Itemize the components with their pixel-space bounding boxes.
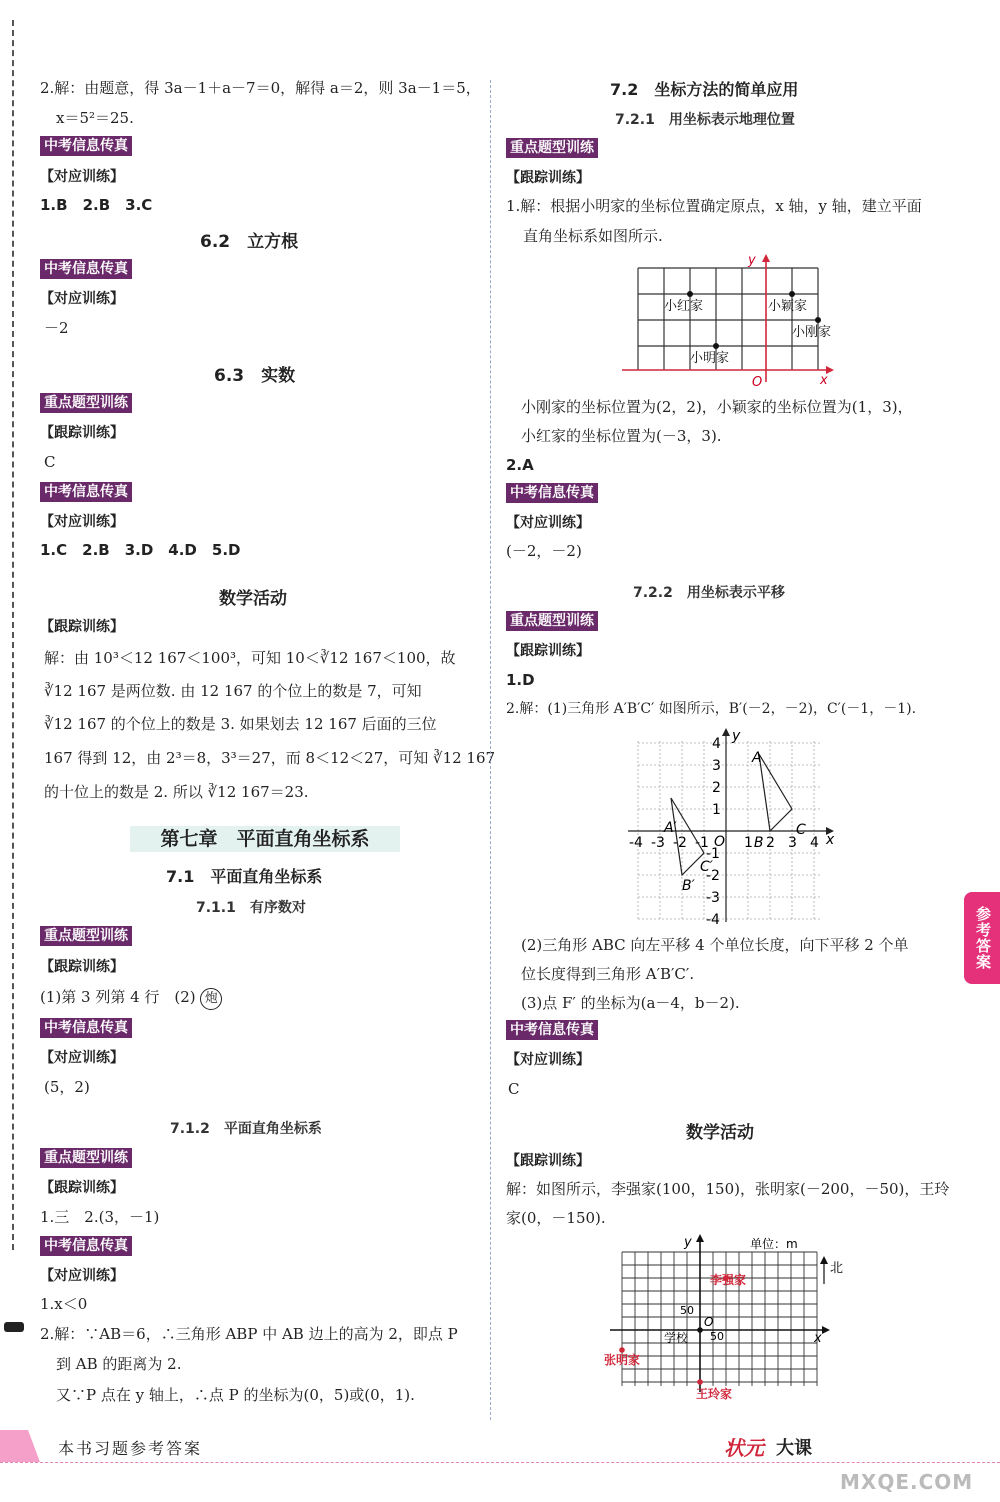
bracket-tag: 【跟踪训练】 bbox=[40, 619, 124, 635]
footer-rule bbox=[0, 1462, 1000, 1463]
bracket-tag: 【跟踪训练】 bbox=[506, 170, 590, 186]
subsection-title: 7.2.2 用坐标表示平移 bbox=[633, 585, 785, 601]
answer-line: 的十位上的数是 2. 所以 ∛12 167＝23. bbox=[44, 783, 309, 801]
answer-line: －2 bbox=[44, 319, 69, 337]
answer-line: 167 得到 12，由 2³＝8，3³＝27，而 8＜12＜27，可知 ∛12 167 bbox=[44, 749, 496, 767]
x-axis-label: x bbox=[814, 1331, 822, 1346]
section-tag: 中考信息传真 bbox=[506, 483, 598, 503]
section-title: 数学活动 bbox=[219, 589, 287, 609]
map-grid-figure bbox=[600, 1232, 860, 1414]
answer-line: 家(0，－150). bbox=[506, 1209, 606, 1227]
x-tick-label: -2 bbox=[673, 835, 687, 851]
subsection-title: 7.2.1 用坐标表示地理位置 bbox=[615, 112, 795, 128]
answer-line: (2)三角形 ABC 向左平移 4 个单位长度，向下平移 2 个单 bbox=[521, 936, 909, 954]
label-a-prime: A′ bbox=[664, 820, 677, 836]
bracket-tag: 【对应训练】 bbox=[40, 1268, 124, 1284]
answer-line: 解：如图所示，李强家(100，150)，张明家(－200，－50)，王玲 bbox=[506, 1180, 950, 1198]
unit-label: 单位：m bbox=[750, 1237, 798, 1251]
section-title: 6.2 立方根 bbox=[200, 232, 299, 252]
bracket-tag: 【对应训练】 bbox=[40, 514, 124, 530]
answer-line: 小红家的坐标位置为(－3，3). bbox=[521, 427, 722, 445]
answer-line: 1.x＜0 bbox=[40, 1295, 88, 1313]
section-tag: 重点题型训练 bbox=[506, 138, 598, 158]
location-grid-figure bbox=[616, 252, 846, 388]
label-school: 学校 bbox=[664, 1331, 689, 1345]
x-tick-label: 2 bbox=[766, 835, 775, 851]
y-axis-label: y bbox=[732, 728, 741, 744]
chapter-title: 第七章 平面直角坐标系 bbox=[130, 826, 400, 852]
answer-line: (5，2) bbox=[44, 1078, 90, 1096]
y-tick-label: 2 bbox=[712, 780, 721, 796]
section-title: 7.2 坐标方法的简单应用 bbox=[610, 80, 799, 99]
binding-line bbox=[12, 20, 14, 1250]
footer-corner-decoration bbox=[0, 1430, 40, 1462]
point-xiaoying bbox=[789, 291, 795, 297]
section-tag: 中考信息传真 bbox=[40, 1236, 132, 1256]
y-tick-label: 3 bbox=[712, 758, 721, 774]
bracket-tag: 【对应训练】 bbox=[506, 1052, 590, 1068]
answer-text: (1)第 3 列第 4 行 (2) bbox=[40, 988, 196, 1006]
answer-line: 1.C 2.B 3.D 4.D 5.D bbox=[40, 541, 241, 559]
point-xiaohong bbox=[687, 291, 693, 297]
bracket-tag: 【对应训练】 bbox=[40, 169, 124, 185]
y-tick-label: -2 bbox=[706, 868, 720, 884]
answer-line: 1.D bbox=[506, 671, 535, 689]
y-tick-label: 1 bbox=[712, 802, 721, 818]
answer-line: ∛12 167 的个位上的数是 3. 如果划去 12 167 后面的三位 bbox=[44, 715, 437, 733]
scissor-icon bbox=[4, 1322, 24, 1332]
section-tag: 中考信息传真 bbox=[40, 482, 132, 502]
y-tick-label: -1 bbox=[706, 846, 720, 862]
point-origin bbox=[697, 1327, 703, 1333]
answer-line: C bbox=[44, 453, 56, 471]
label-zhangming: 张明家 bbox=[604, 1353, 641, 1367]
answer-line: 2.解：(1)三角形 A′B′C′ 如图所示，B′(－2，－2)，C′(－1，－1). bbox=[506, 701, 917, 717]
answer-line: (－2，－2) bbox=[506, 542, 582, 560]
watermark: MXQE.COM bbox=[840, 1470, 974, 1494]
label-xiaoying: 小颖家 bbox=[768, 299, 808, 314]
footer-title: 本书习题参考答案 bbox=[58, 1439, 203, 1458]
label-xiaoming: 小明家 bbox=[690, 351, 730, 366]
brand-logo: 状元 bbox=[724, 1436, 764, 1460]
circled-char: 炮 bbox=[200, 988, 222, 1010]
label-c-prime: C′ bbox=[700, 859, 713, 875]
y-tick-label: -3 bbox=[706, 890, 720, 906]
answer-line: (3)点 F′ 的坐标为(a－4，b－2). bbox=[521, 994, 740, 1012]
answer-line: 到 AB 的距离为 2. bbox=[56, 1355, 182, 1373]
section-tag: 重点题型训练 bbox=[40, 393, 132, 413]
section-title: 6.3 实数 bbox=[214, 366, 296, 386]
label-wangling: 王玲家 bbox=[696, 1387, 733, 1401]
origin-label: O bbox=[714, 834, 726, 850]
section-tag: 中考信息传真 bbox=[40, 259, 132, 279]
answer-line: 直角坐标系如图所示. bbox=[523, 227, 663, 245]
origin-label: O bbox=[752, 375, 763, 388]
bracket-tag: 【跟踪训练】 bbox=[40, 425, 124, 441]
answer-line: 1.B 2.B 3.C bbox=[40, 196, 153, 214]
section-tag: 中考信息传真 bbox=[506, 1020, 598, 1040]
answer-line: 2.A bbox=[506, 456, 534, 474]
point-zhangming bbox=[619, 1347, 625, 1353]
x-tick-label: 4 bbox=[810, 835, 819, 851]
y-tick-label: -4 bbox=[706, 912, 720, 926]
x-tick-label: B bbox=[753, 835, 764, 851]
answer-line: 2.解：由题意，得 3a－1＋a－7＝0，解得 a＝2，则 3a－1＝5， bbox=[40, 79, 481, 97]
x-axis-label: x bbox=[826, 832, 835, 848]
origin-label: O bbox=[704, 1315, 714, 1329]
bracket-tag: 【对应训练】 bbox=[40, 1050, 124, 1066]
label-xiaohong: 小红家 bbox=[664, 299, 704, 314]
point-wangling bbox=[697, 1379, 703, 1385]
section-title: 数学活动 bbox=[686, 1123, 754, 1143]
triangle-abc bbox=[759, 754, 792, 831]
section-tag: 重点题型训练 bbox=[506, 611, 598, 631]
section-tag: 中考信息传真 bbox=[40, 1018, 132, 1038]
north-label: 北 bbox=[830, 1261, 844, 1276]
label-b-prime: B′ bbox=[682, 878, 695, 894]
answer-line: 又∵P 点在 y 轴上，∴点 P 的坐标为(0，5)或(0，1). bbox=[56, 1386, 415, 1404]
label-xiaogang: 小刚家 bbox=[792, 325, 832, 340]
translation-grid-figure bbox=[620, 726, 840, 926]
answer-line: 位长度得到三角形 A′B′C′. bbox=[521, 965, 695, 983]
point-xiaoming bbox=[713, 343, 719, 349]
y-axis-label: y bbox=[684, 1235, 692, 1250]
answer-line: 2.解：∵AB＝6，∴三角形 ABP 中 AB 边上的高为 2，即点 P bbox=[40, 1325, 458, 1343]
answer-line: 解：由 10³＜12 167＜100³，可知 10＜∛12 167＜100，故 bbox=[44, 649, 456, 667]
label-liqiang: 李强家 bbox=[710, 1273, 747, 1287]
y-tick-label: 4 bbox=[712, 736, 721, 752]
section-title: 7.1 平面直角坐标系 bbox=[166, 867, 323, 886]
bracket-tag: 【跟踪训练】 bbox=[506, 1153, 590, 1169]
answer-line: ∛12 167 是两位数. 由 12 167 的个位上的数是 7，可知 bbox=[44, 682, 422, 700]
bracket-tag: 【跟踪训练】 bbox=[506, 643, 590, 659]
answer-line: 1.三 2.(3，－1) bbox=[40, 1208, 160, 1226]
answer-line: 1.解：根据小明家的坐标位置确定原点，x 轴，y 轴，建立平面 bbox=[506, 197, 922, 215]
section-tag: 重点题型训练 bbox=[40, 926, 132, 946]
bracket-tag: 【跟踪训练】 bbox=[40, 959, 124, 975]
x-tick-label: -3 bbox=[651, 835, 665, 851]
section-tag: 中考信息传真 bbox=[40, 136, 132, 156]
section-tag: 重点题型训练 bbox=[40, 1148, 132, 1168]
subsection-title: 7.1.2 平面直角坐标系 bbox=[170, 1121, 322, 1137]
bracket-tag: 【对应训练】 bbox=[40, 291, 124, 307]
x-tick-label: 3 bbox=[788, 835, 797, 851]
x-tick-label: 1 bbox=[744, 835, 753, 851]
tick-50-y: 50 bbox=[680, 1304, 694, 1317]
bracket-tag: 【对应训练】 bbox=[506, 515, 590, 531]
answer-line: x＝5²＝25. bbox=[56, 109, 134, 127]
bracket-tag: 【跟踪训练】 bbox=[40, 1180, 124, 1196]
brand-logo-suffix: 大课 bbox=[776, 1438, 812, 1459]
column-divider bbox=[490, 80, 491, 1420]
y-axis-label: y bbox=[748, 253, 756, 268]
x-axis-label: x bbox=[820, 373, 828, 388]
answer-line: 小刚家的坐标位置为(2，2)，小颖家的坐标位置为(1，3)， bbox=[521, 398, 913, 416]
answer-line: C bbox=[508, 1080, 520, 1098]
subsection-title: 7.1.1 有序数对 bbox=[196, 900, 306, 916]
label-c: C bbox=[796, 822, 806, 838]
x-tick-label: -4 bbox=[629, 835, 643, 851]
answer-side-tab: 参考答案 bbox=[964, 892, 1000, 984]
point-xiaogang bbox=[815, 317, 821, 323]
x-tick-label: -1 bbox=[695, 835, 709, 851]
tick-50-x: 50 bbox=[710, 1330, 724, 1343]
answer-line bbox=[40, 987, 222, 1010]
label-a: A bbox=[752, 750, 762, 766]
